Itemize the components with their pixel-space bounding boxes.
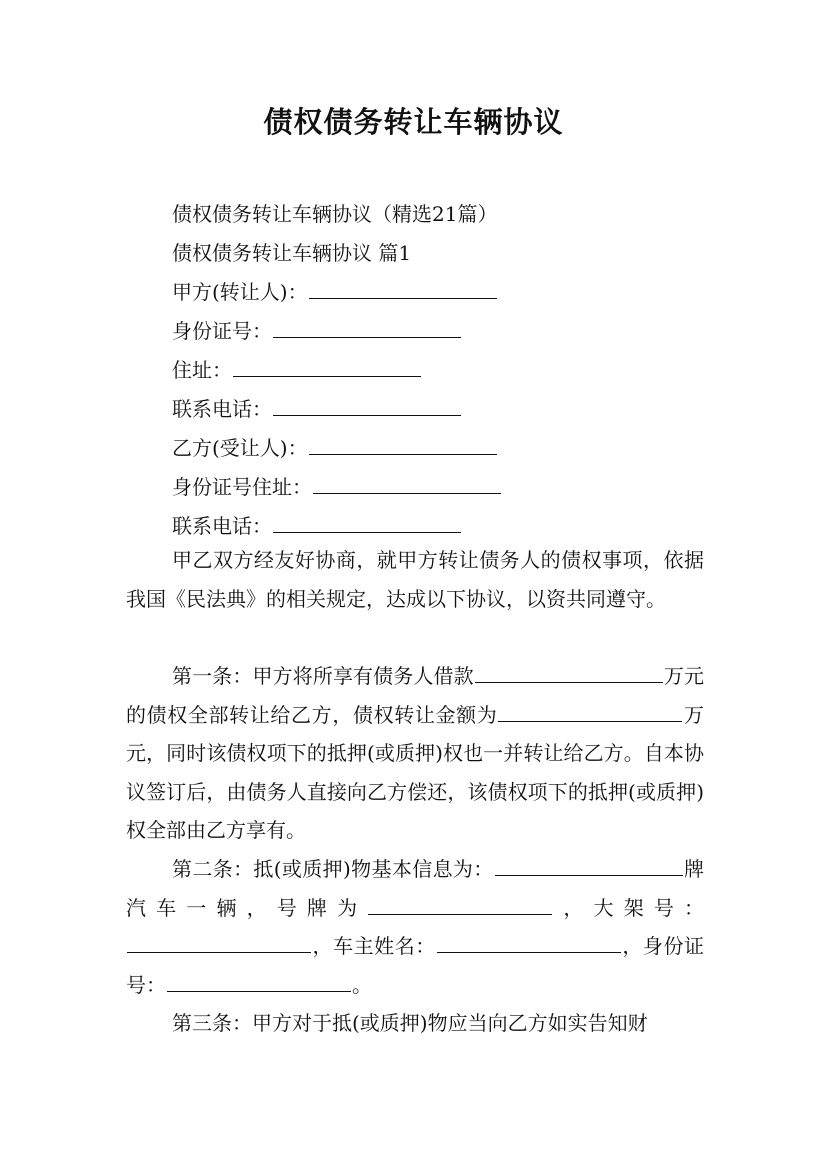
article-1-part3: 万元，同时该债权项下的抵押(或质押)权也一并转让给乙方。自本协议签订后，由债务人直接向乙方偿还，该债权项下的抵押(或质押)权全部由乙方享有。 (126, 702, 705, 842)
article-2-part3: ，大架号： (553, 895, 705, 920)
article-3-paragraph (126, 1004, 704, 1043)
document-subtitle: 债权债务转让车辆协议（精选21篇） (172, 202, 498, 226)
party-b-line (172, 432, 498, 461)
party-b-label: 乙方(受让人)： (172, 436, 308, 460)
party-b-phone-label: 联系电话： (172, 514, 272, 538)
article-2-plate-blank (368, 896, 552, 915)
party-a-phone-line (172, 393, 462, 422)
party-b-id-address-blank (313, 475, 501, 494)
article-2-vin-blank (127, 934, 311, 953)
party-a-phone-label: 联系电话： (172, 397, 272, 421)
party-b-id-address-label: 身份证号住址： (172, 475, 312, 499)
party-a-address-line (172, 354, 422, 383)
party-a-label: 甲方(转让人)： (172, 280, 308, 304)
section-heading: 债权债务转让车辆协议 篇1 (172, 241, 412, 265)
party-b-blank (309, 436, 497, 455)
party-b-id-address-line (172, 471, 502, 500)
party-a-id-blank (273, 319, 461, 338)
party-a-line (172, 276, 498, 305)
article-1-part1: 第一条：甲方将所享有债务人借款 (172, 664, 474, 688)
party-a-id-line (172, 315, 462, 344)
party-b-phone-line (172, 510, 462, 539)
article-2-paragraph (126, 850, 704, 1004)
party-b-phone-blank (273, 514, 461, 533)
article-2-owner-blank (437, 934, 621, 953)
article-1-paragraph (126, 657, 704, 850)
article-1-loan-blank (475, 664, 663, 683)
article-2-part1: 第二条：抵(或质押)物基本信息为： (172, 857, 494, 881)
article-1-amount-blank (498, 703, 682, 722)
article-2-part6: 。 (352, 972, 372, 997)
article-2-info-blank (495, 857, 683, 876)
party-a-blank (309, 280, 497, 299)
article-1-part2: 万元的债权全部转让给乙方，债权转让金额为 (126, 664, 705, 727)
article-2-part2: 牌汽车一辆，号牌为 (126, 857, 705, 920)
party-a-address-blank (233, 358, 421, 377)
party-a-address-label: 住址： (172, 358, 232, 382)
article-2-part5: ，身份证号： (126, 934, 705, 997)
article-2-part4: ，车主姓名： (312, 934, 436, 958)
document-title: 债权债务转让车辆协议 (263, 105, 564, 139)
party-a-id-label: 身份证号： (172, 319, 272, 343)
article-3-part1: 第三条：甲方对于抵(或质押)物应当向乙方如实告知财 (172, 1011, 648, 1035)
intro-paragraph: 甲乙双方经友好协商，就甲方转让债务人的债权事项，依据我国《民法典》的相关规定，达成以下协议，以资共同遵守。 (126, 548, 704, 611)
party-a-phone-blank (273, 397, 461, 416)
article-2-id-blank (167, 973, 351, 992)
